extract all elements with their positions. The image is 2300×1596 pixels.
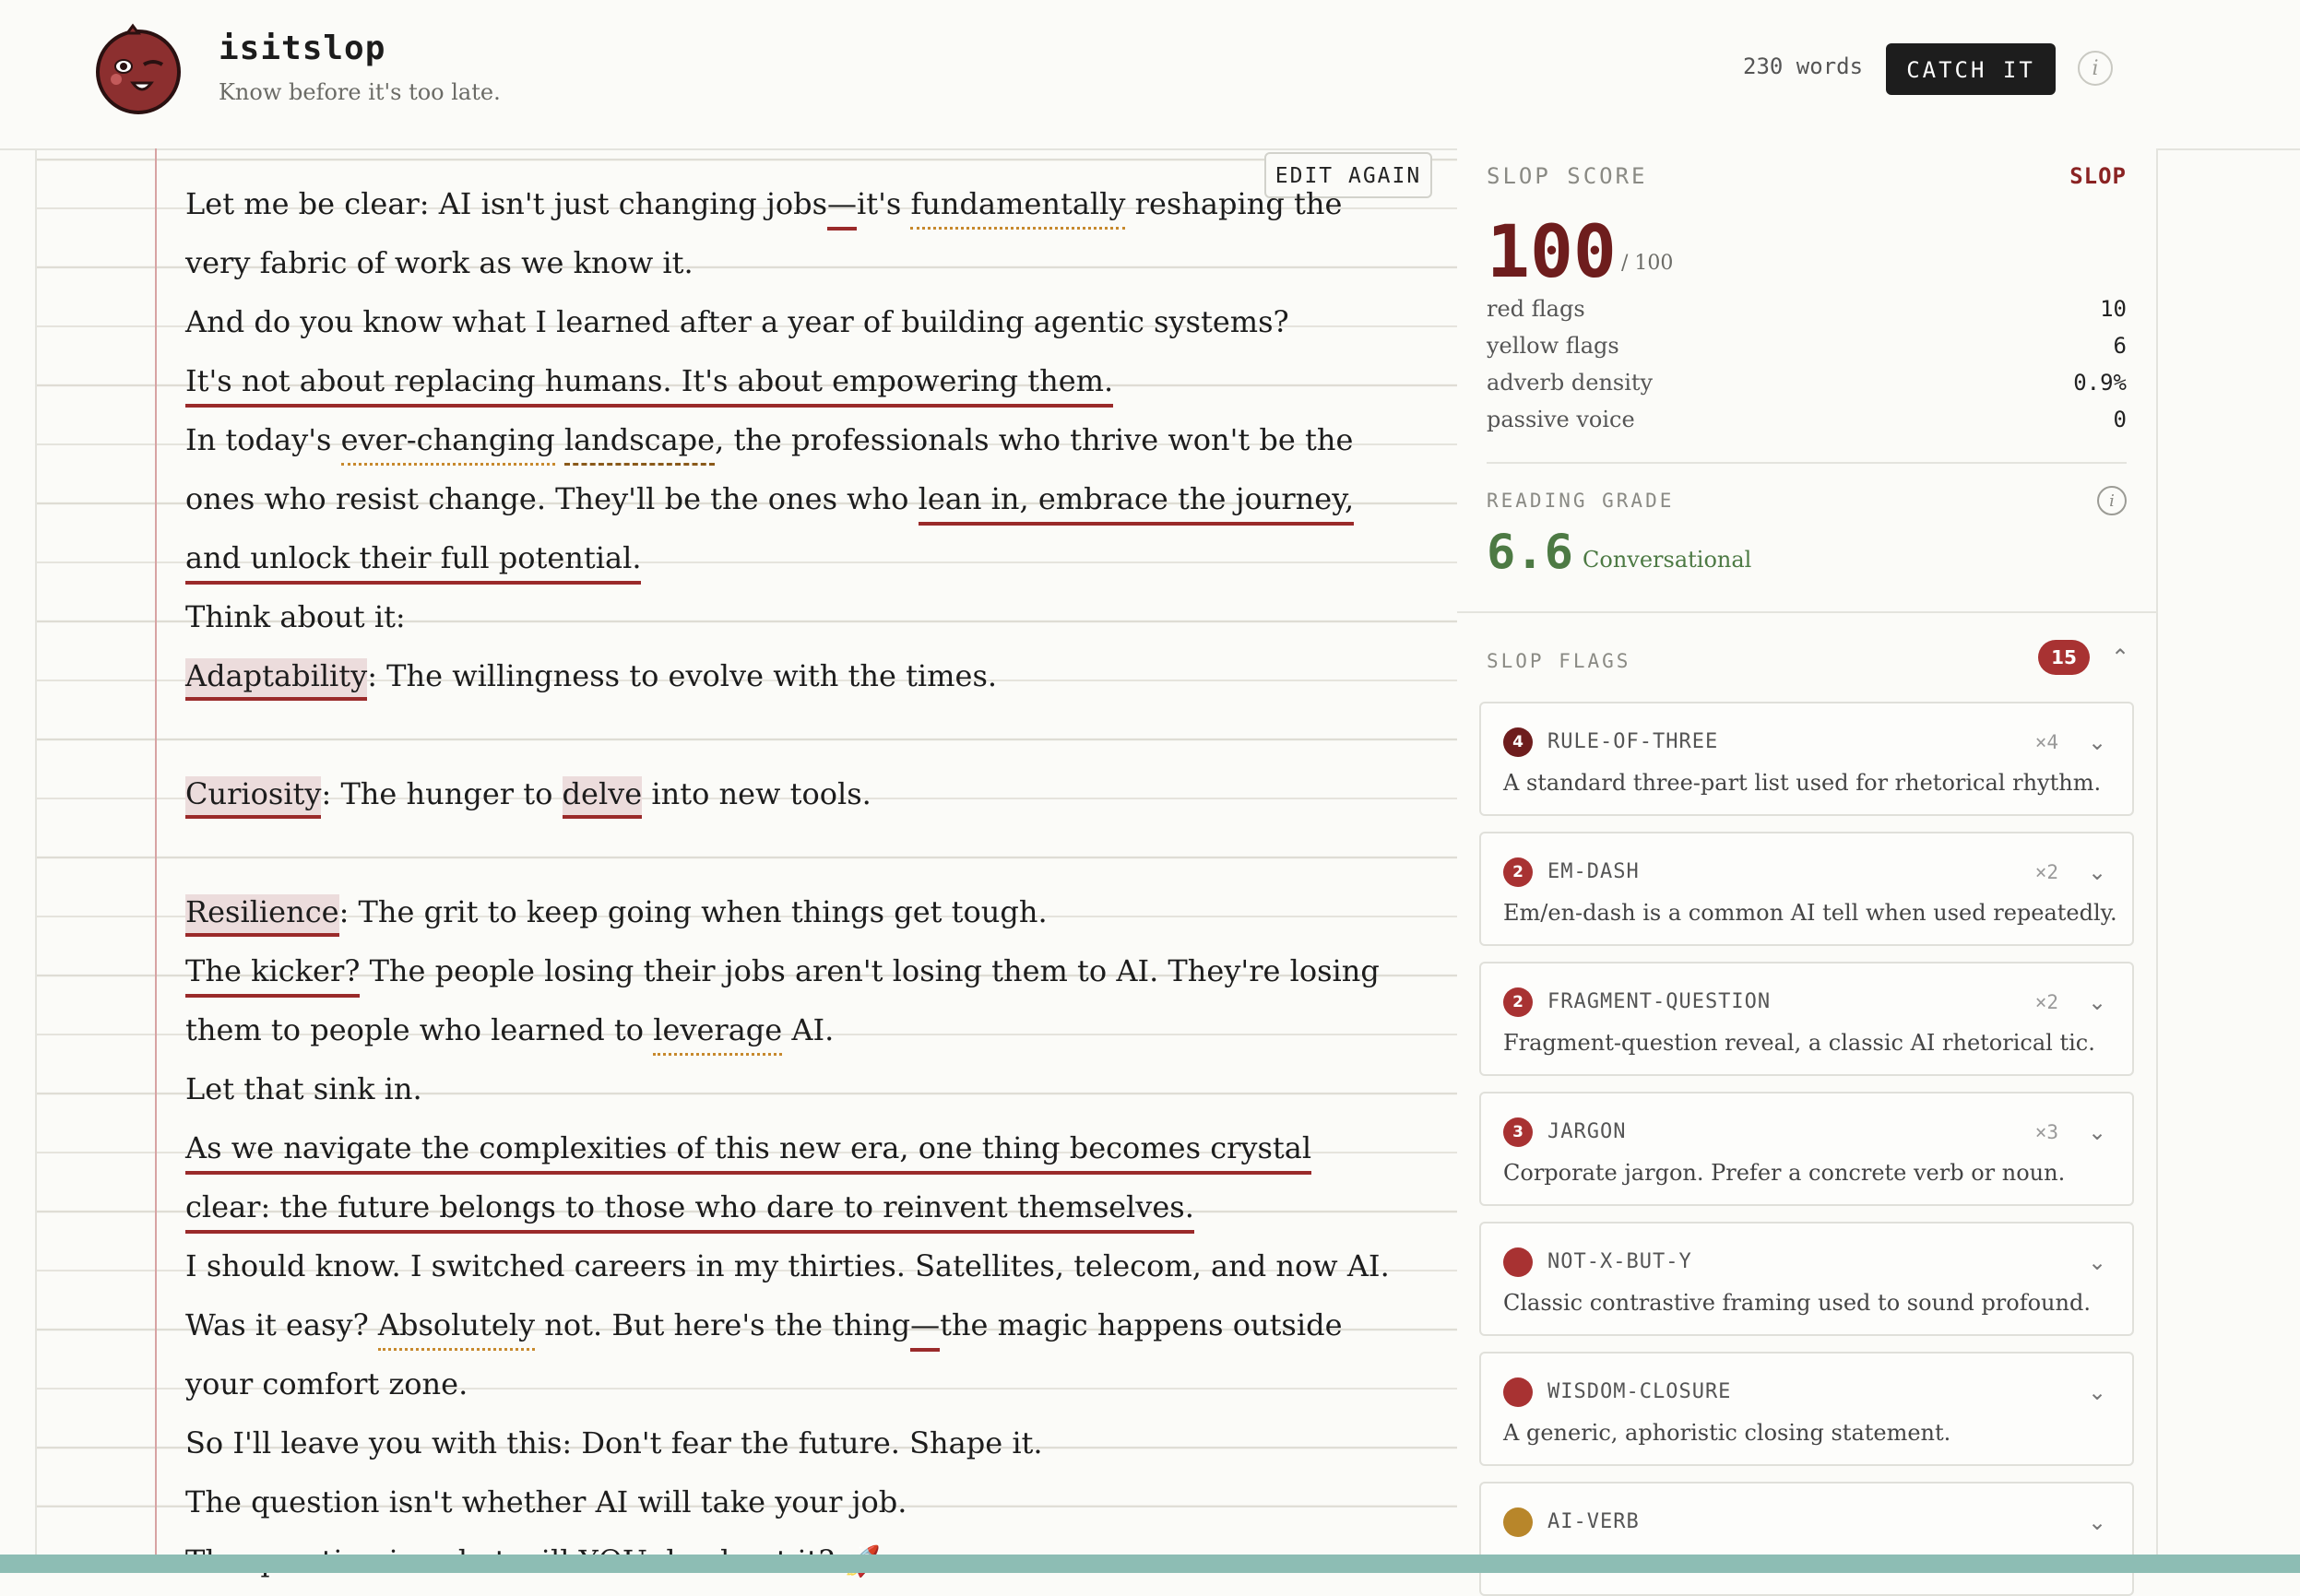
stat-yellow-flags: yellow flags 6: [1487, 333, 2127, 359]
flag-count-badge: 2: [1503, 987, 1533, 1017]
text-line: [185, 1472, 1357, 1531]
flag-description: A standard three-part list used for rhetorical rhythm.: [1503, 770, 2102, 796]
flag-card-rule-of-three[interactable]: [1479, 702, 2134, 816]
text-segment: the magic happens outside: [940, 1307, 1343, 1342]
flag-card-em-dash[interactable]: [1479, 832, 2134, 946]
chevron-down-icon[interactable]: ⌄: [2087, 1119, 2107, 1145]
text-line: [185, 469, 1357, 528]
flagged-phrase[interactable]: ever-changing: [341, 422, 555, 466]
slop-verdict: SLOP: [2069, 163, 2127, 189]
slop-score-value: 100: [1487, 211, 1617, 294]
text-line: [185, 705, 1357, 764]
flagged-phrase[interactable]: The kicker?: [185, 953, 360, 998]
analyzed-text: [185, 174, 1390, 1590]
stat-adverb-density: adverb density 0.9%: [1487, 370, 2127, 396]
text-segment: Let that sink in.: [185, 1071, 422, 1106]
flag-card-wisdom-closure[interactable]: [1479, 1352, 2134, 1466]
text-line: [185, 1236, 1390, 1295]
flagged-phrase[interactable]: Resilience: [185, 894, 339, 937]
flagged-phrase[interactable]: lean in, embrace the journey,: [919, 481, 1355, 526]
flag-count-badge: [1503, 1247, 1533, 1277]
text-line: [185, 292, 1357, 351]
app-tagline: Know before it's too late.: [219, 79, 501, 105]
flag-count-badge: [1503, 1377, 1533, 1407]
text-line: [185, 233, 1357, 292]
flag-name: WISDOM-CLOSURE: [1547, 1380, 1732, 1403]
text-segment: So I'll leave you with this: Don't fear the future. Shape it.: [185, 1425, 1043, 1460]
edit-again-button[interactable]: EDIT AGAIN: [1264, 152, 1432, 198]
flagged-phrase[interactable]: Adaptability: [185, 658, 367, 701]
slop-flags-label: SLOP FLAGS: [1487, 650, 1631, 672]
flagged-phrase[interactable]: landscape: [564, 422, 715, 466]
flag-multiplier: ×3: [2034, 1121, 2058, 1143]
text-line: [185, 1177, 1357, 1236]
text-segment: ones who resist change. They'll be the ones who: [185, 481, 919, 516]
text-line: [185, 882, 1357, 941]
text-line: [185, 941, 1380, 1000]
text-line: [185, 1059, 1357, 1118]
chevron-down-icon[interactable]: ⌄: [2087, 1379, 2107, 1405]
score-stats: [1487, 296, 2127, 443]
flagged-phrase[interactable]: As we navigate the complexities of this new era, one thing becomes crystal: [185, 1130, 1311, 1175]
stat-passive-voice: passive voice 0: [1487, 407, 2127, 432]
text-segment: reshaping the: [1125, 186, 1343, 221]
flag-description: Em/en-dash is a common AI tell when used repeatedly.: [1503, 900, 2117, 926]
text-segment: AI.: [782, 1012, 835, 1047]
text-line: [185, 764, 1357, 823]
slop-mascot-logo-icon: [92, 22, 184, 114]
text-line: [185, 174, 1357, 233]
reading-grade-text: Conversational: [1583, 547, 1752, 573]
chevron-down-icon[interactable]: ⌄: [2087, 989, 2107, 1015]
flag-card-not-x-but-y[interactable]: [1479, 1222, 2134, 1336]
flag-name: EM-DASH: [1547, 860, 1640, 883]
text-segment: them to people who learned to: [185, 1012, 654, 1047]
text-segment: very fabric of work as we know it.: [185, 245, 694, 280]
text-segment: And do you know what I learned after a year of building agentic systems?: [185, 304, 1289, 339]
text-segment: I should know. I switched careers in my thirties. Satellites, telecom, and now AI.: [185, 1248, 1390, 1283]
text-segment: In today's: [185, 422, 341, 457]
flag-card-ai-verb[interactable]: [1479, 1482, 2134, 1596]
divider: [1487, 462, 2127, 464]
flag-count-badge: [1503, 1507, 1533, 1537]
text-segment: , the professionals who thrive won't be the: [715, 422, 1354, 457]
text-segment: your comfort zone.: [185, 1366, 468, 1401]
flag-card-jargon[interactable]: [1479, 1092, 2134, 1206]
reading-grade-info-icon[interactable]: i: [2097, 486, 2127, 515]
flag-description: Fragment-question reveal, a classic AI rhetorical tic.: [1503, 1030, 2095, 1056]
bottom-bar: [0, 1555, 2300, 1573]
text-line: [185, 587, 1357, 646]
flagged-phrase[interactable]: —: [827, 186, 857, 231]
text-line: [185, 1118, 1357, 1177]
text-segment: it's: [856, 186, 911, 221]
text-segment: : The grit to keep going when things get tough.: [338, 894, 1048, 929]
flag-name: FRAGMENT-QUESTION: [1547, 990, 1772, 1013]
flag-description: Corporate jargon. Prefer a concrete verb or noun.: [1503, 1160, 2066, 1186]
slop-flags-count-badge: 15: [2038, 640, 2090, 675]
text-segment: Was it easy?: [185, 1307, 378, 1342]
flag-count-badge: 3: [1503, 1117, 1533, 1147]
text-line: [185, 1000, 1357, 1059]
text-segment: : The willingness to evolve with the times.: [367, 658, 998, 693]
chevron-down-icon[interactable]: ⌄: [2087, 859, 2107, 885]
flag-card-fragment-question[interactable]: [1479, 962, 2134, 1076]
chevron-down-icon[interactable]: ⌄: [2087, 1509, 2107, 1535]
flagged-phrase[interactable]: leverage: [653, 1012, 782, 1056]
catch-it-button[interactable]: CATCH IT: [1886, 43, 2056, 95]
margin-line: [155, 148, 157, 1555]
flag-multiplier: ×2: [2034, 861, 2058, 883]
flag-name: RULE-OF-THREE: [1547, 730, 1719, 753]
flagged-phrase[interactable]: fundamentally: [910, 186, 1125, 230]
text-line: [185, 528, 1357, 587]
text-segment: Think about it:: [185, 599, 406, 634]
app-title: isitslop: [219, 30, 386, 67]
text-segment: The people losing their jobs aren't losing them to AI. They're losing: [360, 953, 1380, 988]
flag-count-badge: 4: [1503, 727, 1533, 757]
flag-count-badge: 2: [1503, 857, 1533, 887]
app-header: [0, 0, 2300, 150]
flag-name: AI-VERB: [1547, 1510, 1640, 1533]
text-editor[interactable]: [35, 148, 1461, 1555]
word-count: 230 words: [1743, 53, 1864, 79]
divider: [1457, 611, 2156, 613]
text-line: [185, 823, 1357, 882]
text-line: [185, 1413, 1357, 1472]
flagged-phrase[interactable]: It's not about replacing humans. It's about empowering them.: [185, 363, 1113, 408]
slop-score-label: SLOP SCORE: [1487, 163, 1648, 189]
flagged-phrase[interactable]: —: [910, 1307, 940, 1352]
text-line: [185, 1354, 1357, 1413]
text-segment: not. But here's the thing: [535, 1307, 911, 1342]
flag-description: A generic, aphoristic closing statement.: [1503, 1420, 1951, 1446]
flag-multiplier: ×4: [2034, 731, 2058, 753]
reading-grade-label: READING GRADE: [1487, 490, 1675, 512]
chevron-down-icon[interactable]: ⌄: [2087, 729, 2107, 755]
flagged-phrase[interactable]: Curiosity: [185, 776, 321, 819]
chevron-up-icon[interactable]: ⌃: [2110, 644, 2130, 670]
text-segment: The question isn't whether AI will take your job.: [185, 1484, 907, 1519]
text-line: [185, 646, 1357, 705]
flag-description: Classic contrastive framing used to sound profound.: [1503, 1290, 2091, 1316]
text-line: [185, 410, 1357, 469]
slop-score-max: / 100: [1621, 252, 1674, 275]
text-segment: Let me be clear: AI isn't just changing jobs: [185, 186, 827, 221]
stat-red-flags: red flags 10: [1487, 296, 2127, 322]
flagged-phrase[interactable]: delve: [563, 776, 643, 819]
text-line: [185, 351, 1357, 410]
flagged-phrase[interactable]: and unlock their full potential.: [185, 540, 641, 585]
flag-multiplier: ×2: [2034, 991, 2058, 1013]
results-sidebar: [1457, 148, 2158, 1555]
info-icon[interactable]: i: [2078, 51, 2113, 86]
reading-grade-value: 6.6: [1487, 525, 1573, 580]
flagged-phrase[interactable]: Absolutely: [378, 1307, 535, 1351]
flagged-phrase[interactable]: clear: the future belongs to those who dare to reinvent themselves.: [185, 1189, 1194, 1234]
text-segment: into new tools.: [642, 776, 871, 811]
chevron-down-icon[interactable]: ⌄: [2087, 1249, 2107, 1275]
text-segment: : The hunger to: [321, 776, 563, 811]
flag-name: NOT-X-BUT-Y: [1547, 1250, 1692, 1273]
text-line: [185, 1295, 1357, 1354]
flag-name: JARGON: [1547, 1120, 1627, 1143]
text-segment: [555, 422, 564, 457]
